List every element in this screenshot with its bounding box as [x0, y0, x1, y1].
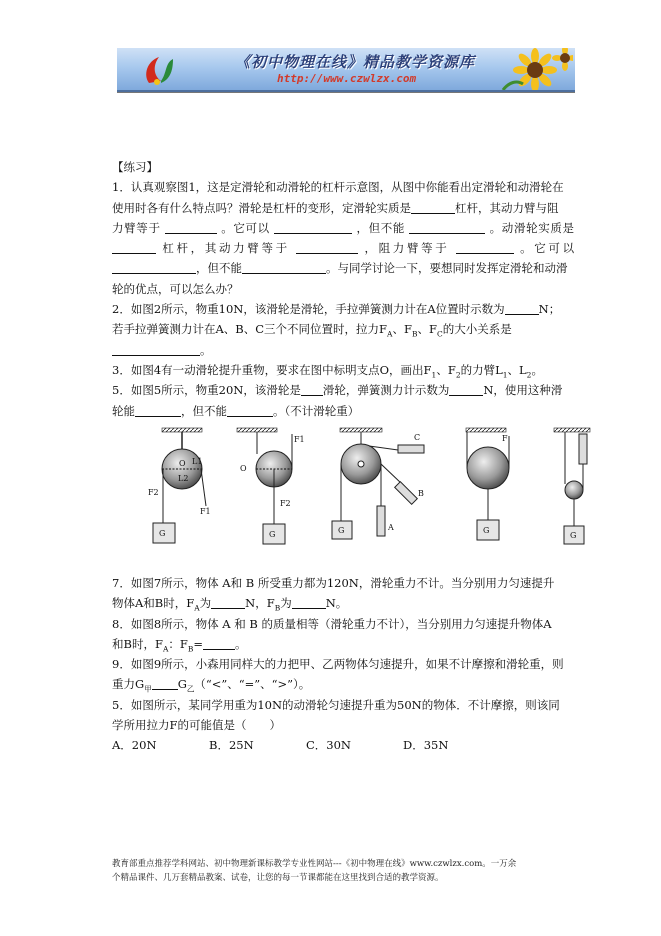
fig3-position-c-label: C — [414, 433, 421, 442]
site-url[interactable]: http://www.czwlzx.com — [277, 72, 417, 85]
figure-2 — [237, 428, 305, 544]
fig3-position-b-label: B — [418, 489, 424, 498]
header-banner — [117, 48, 575, 92]
q8-line-2: 和B时，$F_A$：$F_B=$ 。 — [112, 636, 247, 654]
q5a-line-1: 5．如图5所示，物重20N，该滑轮是 滑轮，弹簧测力计示数为 N，使用这种滑 — [112, 383, 563, 398]
answer-blank[interactable] — [112, 342, 200, 356]
q2-line-2: 若手拉弹簧测力计在A、B、C三个不同位置时，拉力$F_A$、$F_B$、$F_C$的大小关系是 — [112, 322, 512, 339]
q1-line-4: 杠杆，其动力臂等于 ，阻力臂等于 。它可以 — [112, 238, 574, 258]
q1-line-2: 使用时各有什么特点吗？滑轮是杠杆的变形，定滑轮实质是 杠杆，其动力臂与阻 — [112, 200, 559, 215]
answer-blank[interactable] — [165, 220, 217, 234]
pulley-figures — [144, 426, 604, 551]
fig1-arm-l1-label: L1 — [192, 457, 203, 466]
exercise-section-2 — [112, 573, 574, 756]
answer-blank[interactable] — [227, 403, 273, 417]
answer-blank[interactable] — [301, 382, 323, 396]
fig4-force-label: F — [502, 434, 508, 443]
q2-line-1: 2．如图2所示，物重10N，该滑轮是滑轮，手拉弹簧测力计在A位置时示数为 N； — [112, 302, 561, 317]
q1-line-5: ，但不能 。与同学讨论一下，要想同时发挥定滑轮和动滑 — [112, 258, 574, 278]
fig4-weight-label: G — [483, 526, 490, 535]
figure-4 — [466, 428, 509, 540]
answer-blank[interactable] — [505, 301, 539, 315]
option-c[interactable]: C．30N — [306, 738, 351, 753]
figure-1 — [148, 428, 211, 543]
answer-blank[interactable] — [292, 595, 326, 609]
q9-line-2: 重力$G_甲$ $G_乙(“<$”、“=”、“>”）。 — [112, 677, 311, 694]
answer-blank[interactable] — [211, 595, 245, 609]
answer-blank[interactable] — [242, 260, 326, 274]
q5b-line-2: 学所用拉力F的可能值是（ ） — [112, 718, 281, 733]
answer-blank[interactable] — [203, 636, 235, 650]
site-logo-icon — [139, 51, 179, 89]
answer-blank[interactable] — [456, 240, 514, 254]
q7-line-2: 物体A和B时，$F_A$为 N，$F_B$为 N。 — [112, 596, 348, 613]
option-a[interactable]: A．20N — [112, 738, 157, 753]
fig2-force-f2-label: F2 — [280, 499, 291, 508]
q1-line-1: 1．认真观察图1，这是定滑轮和动滑轮的杠杆示意图，从图中你能看出定滑轮和动滑轮在 — [112, 180, 564, 195]
fig1-weight-label: G — [159, 529, 166, 538]
q2-line-3: 。 — [112, 340, 574, 360]
fig1-force-f1-label: F1 — [200, 507, 211, 516]
q3-line: 3．如图4有一动滑轮提升重物，要求在图中标明支点O，画出$F_1$、$F_2$的力臂$L_1$、$L_2$。 — [112, 362, 543, 380]
section-title: 【练习】 — [112, 160, 158, 174]
answer-blank[interactable] — [112, 240, 156, 254]
fig2-weight-label: G — [269, 530, 276, 539]
answer-blank[interactable] — [152, 676, 178, 690]
fig1-pivot-label: O — [179, 459, 186, 468]
answer-options — [112, 735, 574, 755]
header-divider — [117, 92, 575, 93]
figure-5 — [554, 428, 590, 544]
q7-line-1: 7．如图7所示，物体 A和 B 所受重力都为120N，滑轮重力不计。当分别用力匀速提升 — [112, 576, 555, 590]
q5b-line-1: 5．如图所示，某同学用重为10N的动滑轮匀速提升重为50N的物体．不计摩擦，则该同 — [112, 697, 560, 712]
q8-line-1: 8．如图8所示，物体 A 和 B 的质量相等（滑轮重力不计），当分别用力匀速提升物体A — [112, 616, 552, 631]
option-b[interactable]: B．25N — [209, 738, 254, 753]
answer-blank[interactable] — [409, 220, 485, 234]
option-d[interactable]: D．35N — [403, 738, 449, 753]
fig2-force-f1-label: F1 — [294, 435, 305, 444]
fig1-arm-l2-label: L2 — [178, 474, 189, 483]
fig3-position-a-label: A — [388, 523, 394, 532]
exercise-section — [112, 157, 574, 421]
footer-line-1: 教育部重点推荐学科网站、初中物理新课标教学专业性网站---《初中物理在线》www.czwlzx.com。一万余 — [112, 859, 517, 869]
q5a-line-2: 轮能 ，但不能 。（不计滑轮重） — [112, 403, 360, 418]
q9-line-1: 9．如图9所示，小森用同样大的力把甲、乙两物体匀速提升，如果不计摩擦和滑轮重，则 — [112, 657, 564, 672]
answer-blank[interactable] — [135, 403, 181, 417]
answer-blank[interactable] — [449, 382, 483, 396]
sunflower-icon — [483, 48, 573, 90]
q1-line-3: 力臂等于 。它可以 ，但不能 。动滑轮实质是 — [112, 220, 575, 235]
fig5-weight-label: G — [570, 531, 577, 540]
q1-line-6: 轮的优点，可以怎么办？ — [112, 281, 239, 296]
answer-blank[interactable] — [274, 220, 352, 234]
footer-line-2: 个精品课件、几万套精品教案、试卷，让您的每一节课都能在这里找到合适的教学资源。 — [112, 873, 444, 883]
site-title: 《初中物理在线》精品教学资源库 — [235, 53, 476, 71]
figure-3 — [332, 428, 424, 539]
answer-blank[interactable] — [296, 240, 358, 254]
fig2-pivot-label: O — [240, 464, 247, 473]
fig3-weight-label: G — [338, 526, 345, 535]
answer-blank[interactable] — [411, 200, 455, 214]
answer-blank[interactable] — [112, 260, 196, 274]
fig1-force-f2-label: F2 — [148, 488, 159, 497]
page-footer — [112, 857, 582, 885]
